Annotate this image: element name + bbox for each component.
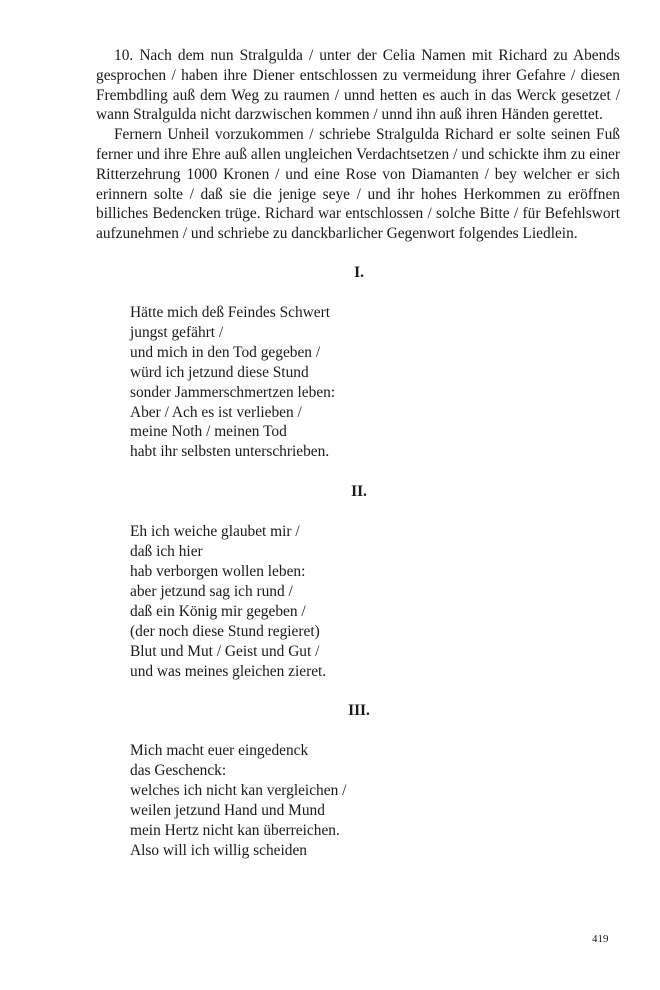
book-page — [96, 46, 620, 861]
verse-line: welches ich nicht kan vergleichen / — [130, 782, 347, 800]
verse-line: Mich macht euer eingedenck — [130, 742, 309, 760]
verse-line: aber jetzund sag ich rund / — [130, 582, 293, 600]
stanza-heading: II. — [351, 483, 367, 501]
verse-line: Eh ich weiche glaubet mir / — [130, 523, 300, 541]
stanza — [130, 741, 620, 860]
verse-line: daß ich hier — [130, 543, 203, 561]
verse-line: daß ein König mir gegeben / — [130, 602, 306, 620]
paragraph: 10. Nach dem nun Stralgulda / unter der Celia Namen mit Richard zu Abends gesprochen / haben ihre Diener entschlossen zu vermeidung ihrer Gefahre / diesen Frembdling auß dem Weg zu raumen / unnd hetten es auch in das Werck gesetzet / wann Stralgulda nicht darzwischen kommen / unnd ihn auß ihren Händen gerettet. — [96, 47, 620, 124]
stanza-heading: I. — [354, 263, 364, 281]
stanza — [130, 303, 620, 462]
verse-line: Blut und Mut / Geist und Gut / — [130, 642, 320, 660]
stanza — [130, 522, 620, 681]
verse-line: das Geschenck: — [130, 762, 227, 780]
verse-line: (der noch diese Stund regieret) — [130, 622, 320, 640]
verse-line: jungst gefährt / — [130, 323, 224, 341]
page-number: 419 — [592, 933, 609, 945]
verse-line: sonder Jammerschmertzen leben: — [130, 383, 336, 401]
verse-line: mein Hertz nicht kan überreichen. — [130, 822, 340, 840]
verse-line: und mich in den Tod gegeben / — [130, 343, 321, 361]
verse-line: Hätte mich deß Feindes Schwert — [130, 303, 331, 321]
verse-line: hab verborgen wollen leben: — [130, 563, 306, 581]
paragraph: Fernern Unheil vorzukommen / schriebe Stralgulda Richard er solte seinen Fuß ferner und ihre Ehre auß allen ungleichen Verdachtsetzen / und schickte ihm zu einer Ritterzehrung 1000 Kronen / und eine Rose von Diamanten / bey welcher er sich erinnern solte / daß sie die jenige seye / und ihr hohes Herkommen zu eröffnen billiches Bedencken trüge. Richard war entschlossen / solche Bitte / für Befehlswort aufzunehmen / und schriebe zu danckbarlicher Gegenwort folgendes Liedlein. — [96, 126, 620, 243]
verse-line: Aber / Ach es ist verlieben / — [130, 403, 302, 421]
verse-line: weilen jetzund Hand und Mund — [130, 802, 325, 820]
verse-line: meine Noth / meinen Tod — [130, 423, 287, 441]
verse-line: und was meines gleichen zieret. — [130, 662, 327, 680]
verse-line: würd ich jetzund diese Stund — [130, 363, 309, 381]
verse-line: habt ihr selbsten unterschrieben. — [130, 443, 330, 461]
verse-line: Also will ich willig scheiden — [130, 842, 307, 859]
stanza-heading: III. — [348, 702, 370, 720]
prose-block — [96, 46, 620, 244]
